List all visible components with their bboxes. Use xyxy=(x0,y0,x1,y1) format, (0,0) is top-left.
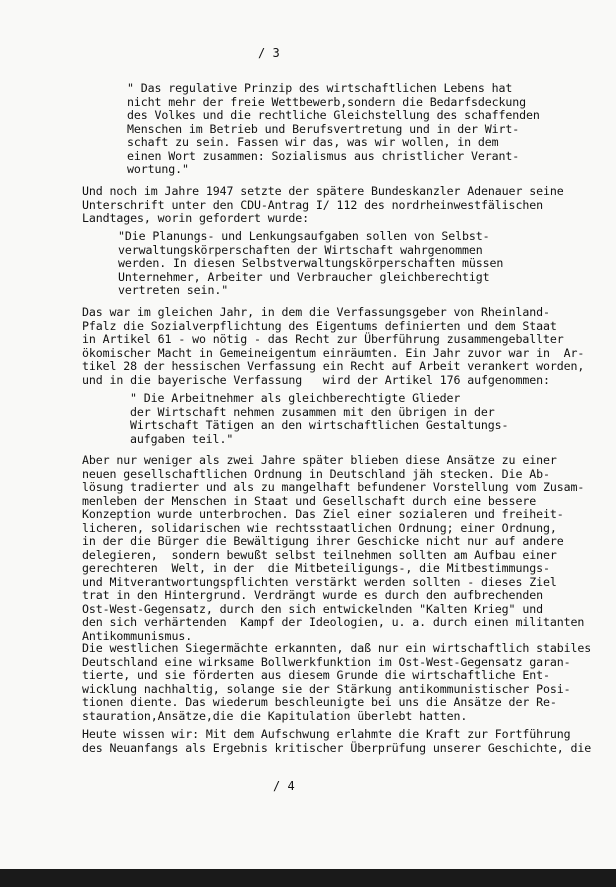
text-line: und Mitverantwortungspflichten verstärkt werden sollten - dieses Ziel xyxy=(82,574,557,589)
text-line: Wirtschaft Tätigen an den wirtschaftlichen Gestaltungs- xyxy=(130,418,509,432)
text-line: wicklung nachhaltig, solange sie der Stärkung antikommunistischer Posi- xyxy=(82,681,571,696)
text-line: stauration,Ansätze,die die Kapitulation überlebt hatten. xyxy=(82,708,468,723)
text-line: Antikommunismus. xyxy=(82,628,193,643)
text-line: Deutschland eine wirksame Bollwerkfunktion im Ost-West-Gegensatz garan- xyxy=(82,654,571,669)
text-line: Unterschrift unter den CDU-Antrag I/ 112 des nordrheinwestfälischen xyxy=(82,197,543,212)
text-line: verwaltungskörperschaften der Wirtschaft wahrgenommen xyxy=(118,242,483,257)
text-line: wortung." xyxy=(127,162,189,176)
text-line: gerechteren Welt, in der die Mitbeteiligungs-, die Mitbestimmungs- xyxy=(82,561,550,575)
text-line: der Wirtschaft nehmen zusammen mit den übrigen in der xyxy=(130,404,495,419)
text-line: tionen diente. Das wiederum beschleunigte bei uns die Ansätze der Re- xyxy=(82,695,557,709)
page-number-top: / 3 xyxy=(258,46,280,60)
text-line: lösung tradierter und als zu mangelhaft befundener Vorstellung vom Zusam- xyxy=(82,480,585,494)
text-line: " Die Arbeitnehmer als gleichberechtigte Glieder xyxy=(130,391,461,405)
text-line: Pfalz die Sozialverpflichtung des Eigentums definierten und dem Staat xyxy=(82,318,557,333)
text-line: schaft zu sein. Fassen wir das, was wir wollen, in dem xyxy=(127,135,499,149)
text-line: ökomischer Macht in Gemeineigentum einräumten. Ein Jahr zuvor war in Ar- xyxy=(82,345,585,360)
text-line: des Neuanfangs als Ergebnis kritischer Überprüfung unserer Geschichte, die xyxy=(82,740,592,755)
text-line: tierte, und sie förderten aus diesem Grunde die wirtschaftliche Ent- xyxy=(82,668,550,682)
text-line: einen Wort zusammen: Sozialismus aus christlicher Verant- xyxy=(127,148,520,163)
text-line: trat in den Hintergrund. Verdrängt wurde es durch den aufbrechenden xyxy=(82,588,543,602)
text-line: tikel 28 der hessischen Verfassung ein Recht auf Arbeit verankert worden, xyxy=(82,359,585,373)
text-line: delegieren, sondern bewußt selbst teilnehmen sollten am Aufbau einer xyxy=(82,547,557,562)
text-line: menleben der Menschen in Staat und Gesellschaft durch eine bessere xyxy=(82,493,537,508)
text-line: Unternehmer, Arbeiter und Verbraucher gleichberechtigt xyxy=(118,269,490,284)
text-line: Heute wissen wir: Mit dem Aufschwung erlahmte die Kraft zur Fortführung xyxy=(82,727,571,741)
text-line: licheren, solidarischen wie rechtsstaatlichen Ordnung; einer Ordnung, xyxy=(82,520,557,535)
text-line: des Volkes und die rechtliche Gleichstellung des schaffenden xyxy=(127,108,540,122)
text-line: den sich verhärtenden Kampf der Ideologien, u. a. durch einen militanten xyxy=(82,615,585,629)
text-line: Landtages, worin gefordert wurde: xyxy=(82,211,310,225)
text-line: neuen gesellschaftlichen Ordnung in Deutschland jäh stecken. Die Ab- xyxy=(82,466,550,481)
page-number-bottom: / 4 xyxy=(273,779,295,793)
text-line: Konzeption wurde unterbrochen. Das Ziel einer sozialeren und freiheit- xyxy=(82,507,564,521)
text-line: in Artikel 61 - wo nötig - das Recht zur Überführung zusammengeballter xyxy=(82,332,564,346)
text-line: Aber nur weniger als zwei Jahre später blieben diese Ansätze zu einer xyxy=(82,453,557,467)
text-line: " Das regulative Prinzip des wirtschaftlichen Lebens hat xyxy=(127,81,513,95)
text-line: in der die Bürger die Bewältigung ihrer Geschicke nicht nur auf andere xyxy=(82,534,564,548)
text-line: Menschen im Betrieb und Berufsvertretung und in der Wirt- xyxy=(127,121,520,136)
text-line: werden. In diesen Selbstverwaltungskörperschaften müssen xyxy=(118,256,504,270)
text-line: Ost-West-Gegensatz, durch den sich entwickelnden "Kalten Krieg" und xyxy=(82,601,543,616)
text-line: aufgaben teil." xyxy=(130,431,234,446)
text-line: vertreten sein." xyxy=(118,283,229,297)
text-line: Die westlichen Siegermächte erkannten, daß nur ein wirtschaftlich stabiles xyxy=(82,641,592,655)
text-line: "Die Planungs- und Lenkungsaufgaben sollen von Selbst- xyxy=(118,229,490,243)
text-line: Das war im gleichen Jahr, in dem die Verfassungsgeber von Rheinland- xyxy=(82,305,550,319)
text-line: Und noch im Jahre 1947 setzte der spätere Bundeskanzler Adenauer seine xyxy=(82,184,564,198)
text-line: nicht mehr der freie Wettbewerb,sondern die Bedarfsdeckung xyxy=(127,94,527,109)
text-line: und in die bayerische Verfassung wird der Artikel 176 aufgenommen: xyxy=(82,372,550,387)
